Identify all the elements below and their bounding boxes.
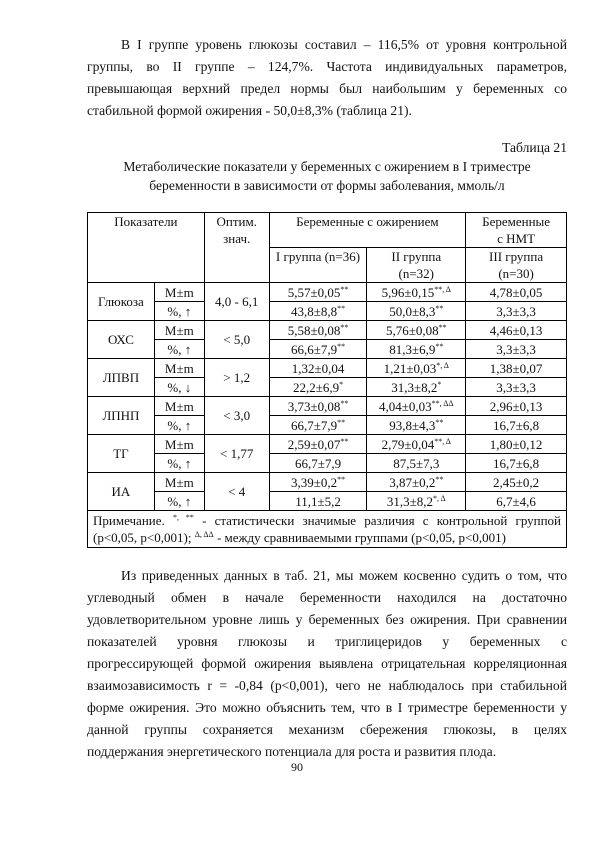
group-1-value: 3,73±0,08** [269, 397, 367, 416]
stat-label: M±m [154, 397, 204, 416]
header-indicators: Показатели [88, 213, 205, 283]
group-2-value: 81,3±6,9** [367, 340, 466, 359]
caption-line: Метаболические показатели у беременных с ожирением в I триместре [123, 159, 531, 174]
text-line: группы, во II группе – 124,7%. Частота индивидуальных параметров, [87, 59, 567, 74]
group-1-value: 1,32±0,04 [269, 359, 367, 378]
text-line: углеводный обмен в начале беременности находился на достаточно [87, 590, 567, 605]
group-1-value: 5,57±0,05** [269, 283, 367, 302]
text-line: поддержания энергетического потенциала для роста и развития плода. [87, 744, 497, 759]
group-1-value: 66,7±7,9 [269, 454, 367, 473]
indicator-name: ОХС [88, 321, 155, 359]
text-line: В I группе уровень глюкозы составил – 116,5% от уровня контрольной [121, 37, 567, 52]
group-2-value: 87,5±7,3 [367, 454, 466, 473]
indicator-name: ЛПВП [88, 359, 155, 397]
text-line: взаимозависимость r = -0,84 (p<0,001), чего не наблюдалось при стабильной [87, 678, 567, 693]
table-row [88, 302, 567, 321]
header-group-3: III группа (n=30) [466, 248, 567, 283]
stat-label: M±m [154, 321, 204, 340]
stat-label: M±m [154, 359, 204, 378]
group-2-value: 31,3±8,2* [367, 378, 466, 397]
caption-line: беременности в зависимости от формы заболевания, ммоль/л [149, 178, 505, 193]
intro-paragraph [87, 34, 567, 122]
group-3-value: 2,45±0,2 [466, 473, 567, 492]
group-2-value: $4,04\pm 0,03^{**, \Delta\Delta}$ [367, 397, 466, 416]
text-line: прогрессирующей формой ожирения выявлена отрицательная корреляционная [87, 656, 567, 671]
indicator-name: ТГ [88, 435, 155, 473]
group-1-value: 11,1±5,2 [269, 492, 367, 511]
group-1-value: 43,8±8,8** [269, 302, 367, 321]
stat-label: %, ↑ [154, 340, 204, 359]
optimal-value: < 5,0 [204, 321, 269, 359]
group-2-value: 50,0±8,3** [367, 302, 466, 321]
table-row [88, 473, 567, 492]
text-line: удовлетворительном уровне лишь у беременных без ожирения. При сравнении [87, 612, 567, 627]
group-3-value: 3,3±3,3 [466, 302, 567, 321]
table-row [88, 321, 567, 340]
stat-label: M±m [154, 435, 204, 454]
table-row [88, 359, 567, 378]
optimal-value: < 3,0 [204, 397, 269, 435]
table-row [88, 492, 567, 511]
text-line: превышающая верхний предел нормы был наибольшим у беременных со [87, 81, 567, 96]
group-3-value: 2,96±0,13 [466, 397, 567, 416]
optimal-value: < 4 [204, 473, 269, 511]
optimal-value: > 1,2 [204, 359, 269, 397]
group-1-value: 2,59±0,07** [269, 435, 367, 454]
table-number: Таблица 21 [502, 140, 567, 155]
group-1-value: 66,6±7,9** [269, 340, 367, 359]
optimal-value: < 1,77 [204, 435, 269, 473]
discussion-paragraph [87, 565, 567, 763]
stat-label: %, ↑ [154, 454, 204, 473]
text-line: данной группы сохраняется механизм сбережения глюкозы, в целях [87, 722, 567, 737]
group-2-value: $31,3\pm 8,2^{*, \Delta}$ [367, 492, 466, 511]
header-group-1: I группа (n=36) [269, 248, 367, 283]
group-2-value: 3,87±0,2** [367, 473, 466, 492]
stat-label: M±m [154, 283, 204, 302]
group-1-value: 3,39±0,2** [269, 473, 367, 492]
text-line: показателей уровня глюкозы и триглицеридов у беременных с [87, 634, 567, 649]
stat-label: %, ↑ [154, 416, 204, 435]
group-3-value: 1,80±0,12 [466, 435, 567, 454]
table-row [88, 397, 567, 416]
group-3-value: 3,3±3,3 [466, 378, 567, 397]
table-row [88, 340, 567, 359]
indicator-name: ИА [88, 473, 155, 511]
table-note: Примечание. *, ** - статистически значимые различия с контрольной группой (p<0,05, p<0,001); $^{\Delta, \Delta\Delta}$ - между сравниваемыми группами (p<0,05, p<0,001) [88, 511, 567, 548]
stat-label: %, ↑ [154, 492, 204, 511]
group-3-value: 3,3±3,3 [466, 340, 567, 359]
group-1-value: 66,7±7,9** [269, 416, 367, 435]
group-2-value: 93,8±4,3** [367, 416, 466, 435]
metabolic-table [87, 212, 567, 548]
table-row [88, 454, 567, 473]
group-3-value: 16,7±6,8 [466, 416, 567, 435]
header-group-2: II группа (n=32) [367, 248, 466, 283]
group-3-value: 6,7±4,6 [466, 492, 567, 511]
group-2-value: 5,76±0,08** [367, 321, 466, 340]
group-2-value: $2,79\pm 0,04^{**, \Delta}$ [367, 435, 466, 454]
text-line: Из приведенных данных в таб. 21, мы можем косвенно судить о том, что [121, 568, 567, 583]
optimal-value: 4,0 - 6,1 [204, 283, 269, 321]
group-1-value: 22,2±6,9* [269, 378, 367, 397]
table-caption [87, 157, 567, 195]
header-obese-group: Беременные с ожирением [269, 213, 466, 248]
group-1-value: 5,58±0,08** [269, 321, 367, 340]
table-row [88, 283, 567, 302]
stat-label: %, ↓ [154, 378, 204, 397]
header-optimal: Оптим. знач. [204, 213, 269, 283]
table-row [88, 435, 567, 454]
table-body [88, 283, 567, 511]
page-number: 90 [291, 760, 303, 774]
table-row [88, 378, 567, 397]
group-3-value: 4,46±0,13 [466, 321, 567, 340]
text-line: форме ожирения. Это можно объяснить тем, что в I триместре беременности у [87, 700, 567, 715]
header-nmt: Беременные с НМТ [466, 213, 567, 248]
group-2-value: $1,21\pm 0,03^{*, \Delta}$ [367, 359, 466, 378]
group-2-value: $5,96\pm 0,15^{**, \Delta}$ [367, 283, 466, 302]
text-line: стабильной формой ожирения - 50,0±8,3% (таблица 21). [87, 103, 412, 118]
stat-label: %, ↑ [154, 302, 204, 321]
group-3-value: 16,7±6,8 [466, 454, 567, 473]
stat-label: M±m [154, 473, 204, 492]
group-3-value: 4,78±0,05 [466, 283, 567, 302]
indicator-name: ЛПНП [88, 397, 155, 435]
group-3-value: 1,38±0,07 [466, 359, 567, 378]
table-row [88, 416, 567, 435]
indicator-name: Глюкоза [88, 283, 155, 321]
